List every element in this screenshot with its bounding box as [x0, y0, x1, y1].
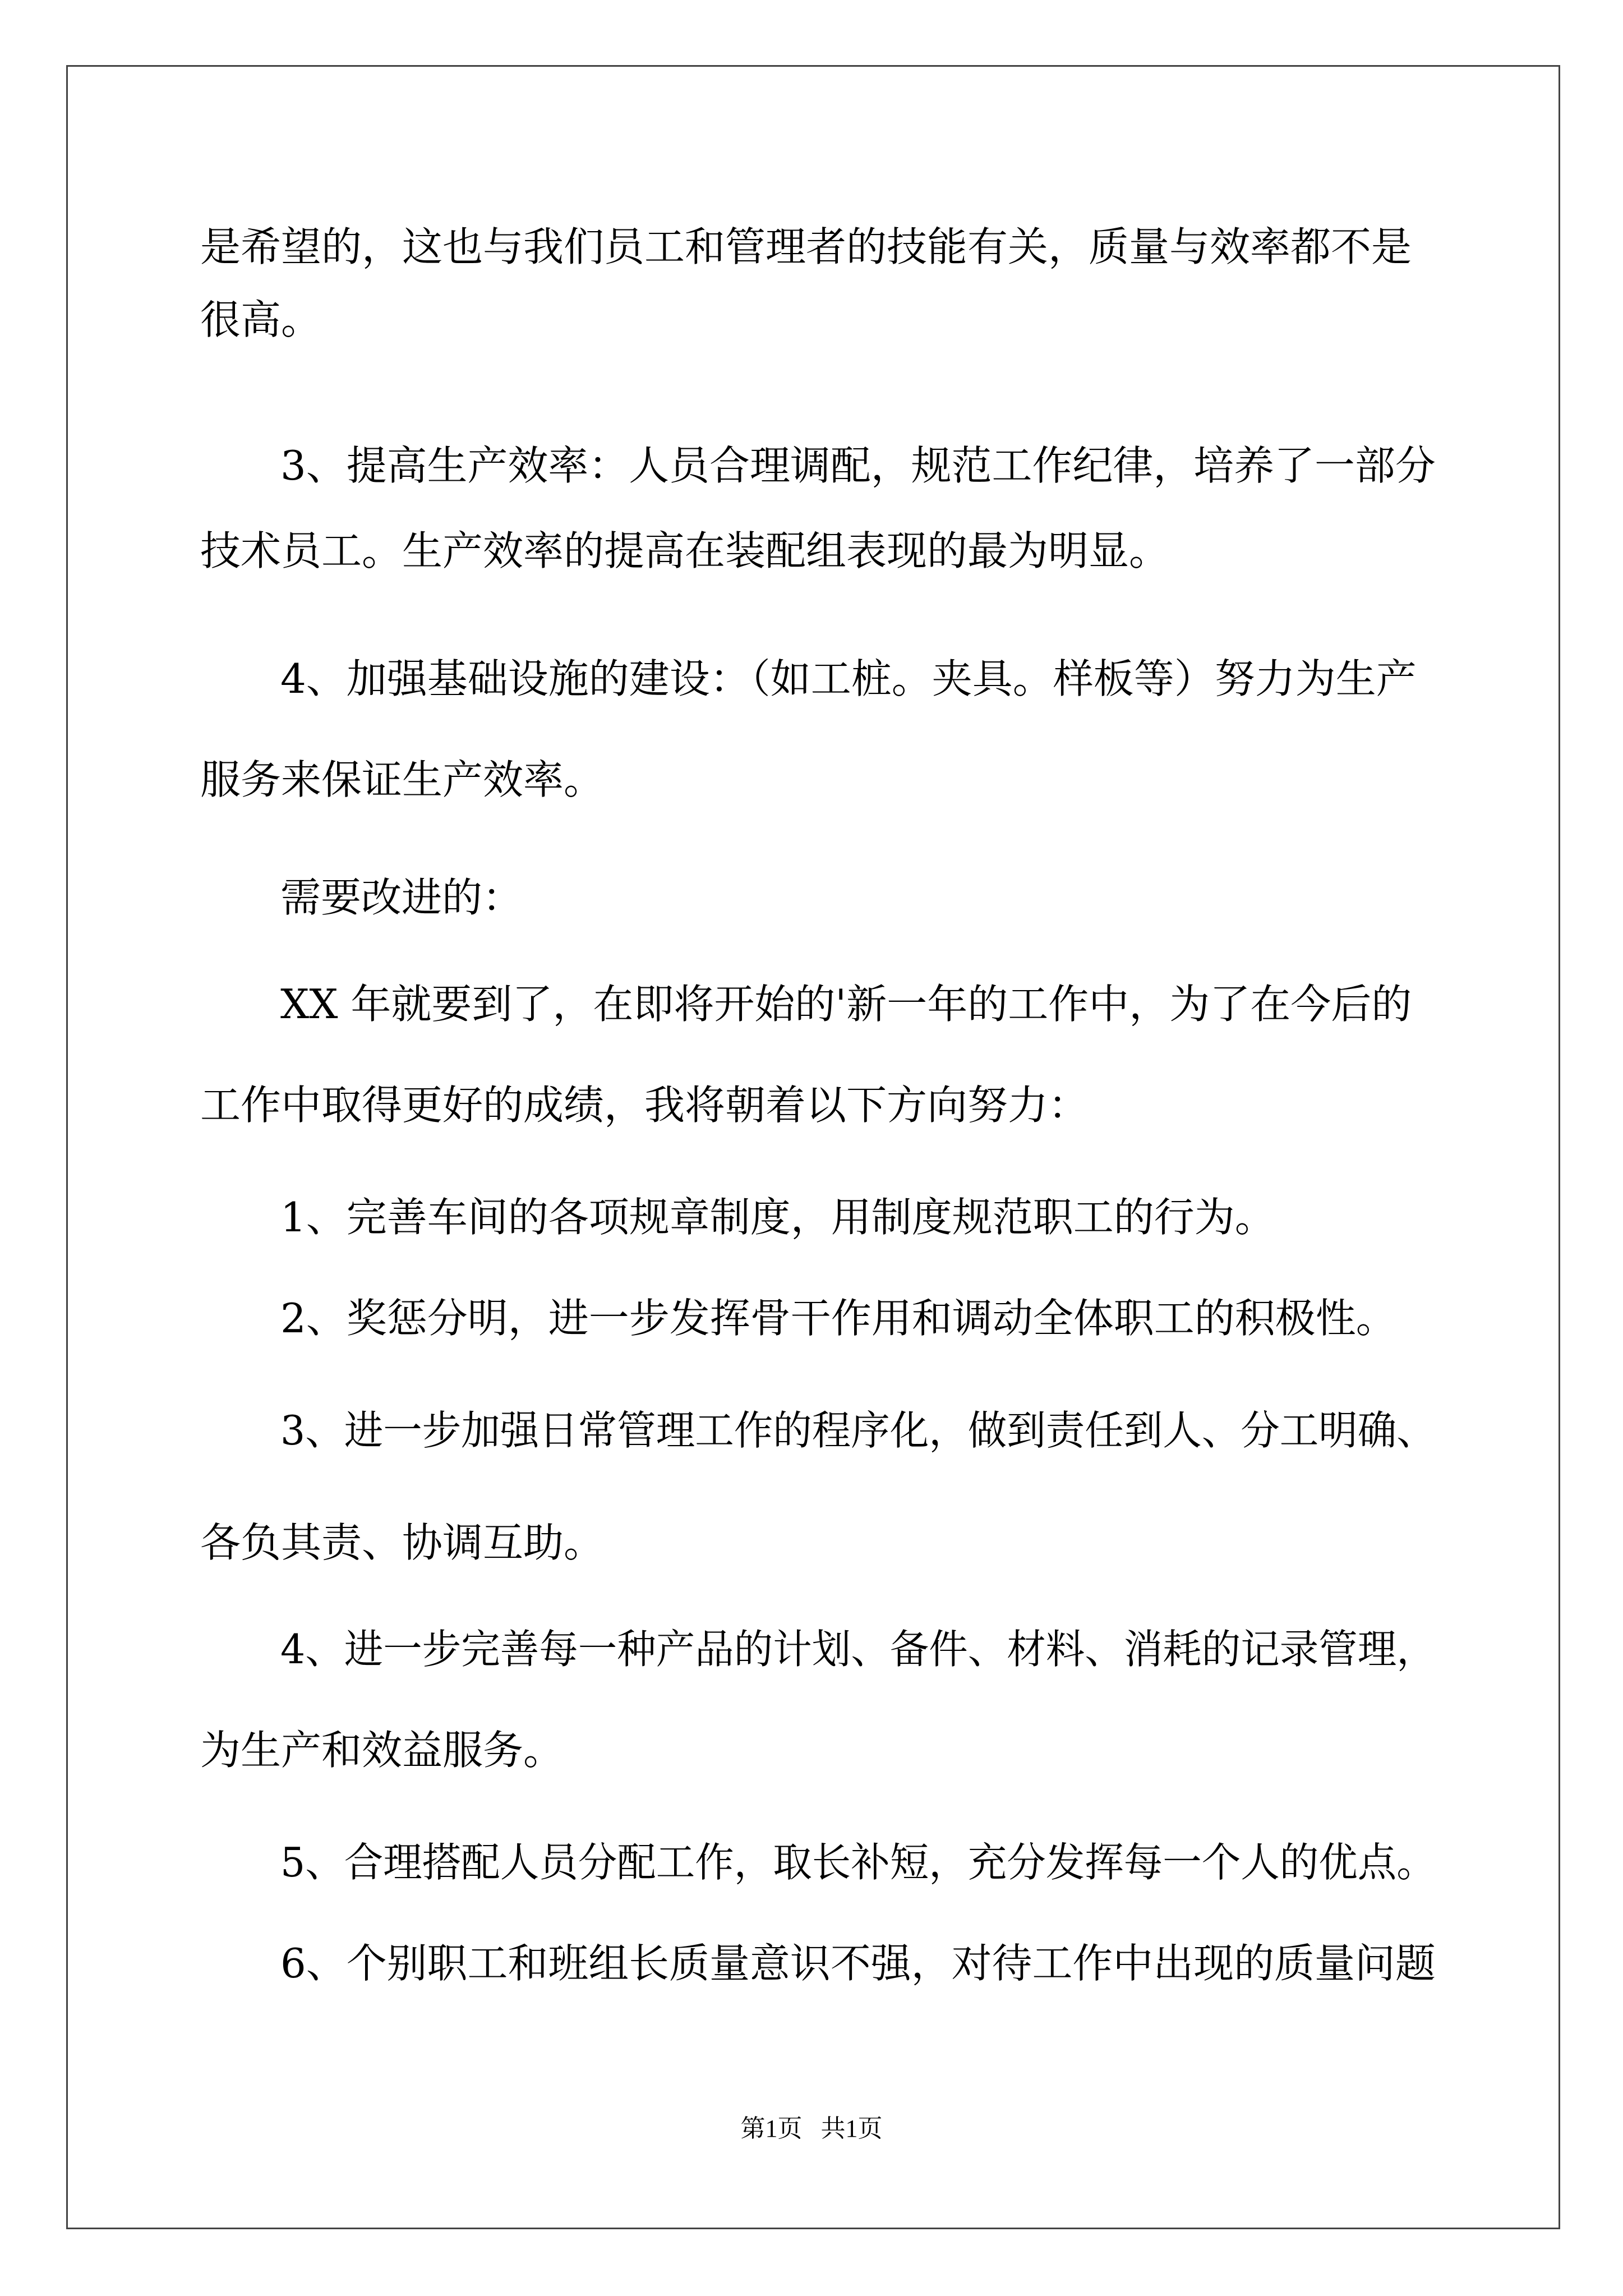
paragraph-line: 1、完善车间的各项规章制度，用制度规范职工的行为。	[280, 1194, 1275, 1241]
paragraph-line: 4、加强基础设施的建设：（如工桩。夹具。样板等）努力为生产	[280, 655, 1417, 702]
paragraph-line: 工作中取得更好的成绩，我将朝着以下方向努力：	[200, 1082, 1089, 1129]
paragraph-line: 2、奖惩分明，进一步发挥骨干作用和调动全体职工的积极性。	[280, 1295, 1396, 1342]
paragraph-line: 3、进一步加强日常管理工作的程序化，做到责任到人、分工明确、	[280, 1407, 1436, 1454]
page-border	[66, 65, 1560, 2229]
paragraph-line: 技术员工。生产效率的提高在装配组表现的最为明显。	[200, 527, 1170, 574]
paragraph-line: 为生产和效益服务。	[200, 1727, 564, 1774]
paragraph-line: 服务来保证生产效率。	[200, 756, 605, 803]
paragraph-line: 4、进一步完善每一种产品的计划、备件、材料、消耗的记录管理，	[280, 1626, 1436, 1673]
paragraph-line: 6、个别职工和班组长质量意识不强，对待工作中出现的质量问题	[280, 1940, 1436, 1987]
page-number-footer: 第1页 共1页	[740, 2115, 883, 2142]
paragraph-line: 需要改进的：	[280, 874, 523, 921]
paragraph-line: 5、合理搭配人员分配工作，取长补短，充分发挥每一个人的优点。	[280, 1839, 1436, 1886]
paragraph-line: 很高。	[200, 296, 322, 343]
paragraph-line: 是希望的，这也与我们员工和管理者的技能有关，质量与效率都不是	[200, 223, 1412, 270]
paragraph-line: 3、提高生产效率：人员合理调配，规范工作纪律，培养了一部分	[280, 442, 1436, 489]
paragraph-line: 各负其责、协调互助。	[200, 1519, 605, 1566]
paragraph-line: XX 年就要到了，在即将开始的'新一年的工作中，为了在今后的	[280, 981, 1412, 1028]
